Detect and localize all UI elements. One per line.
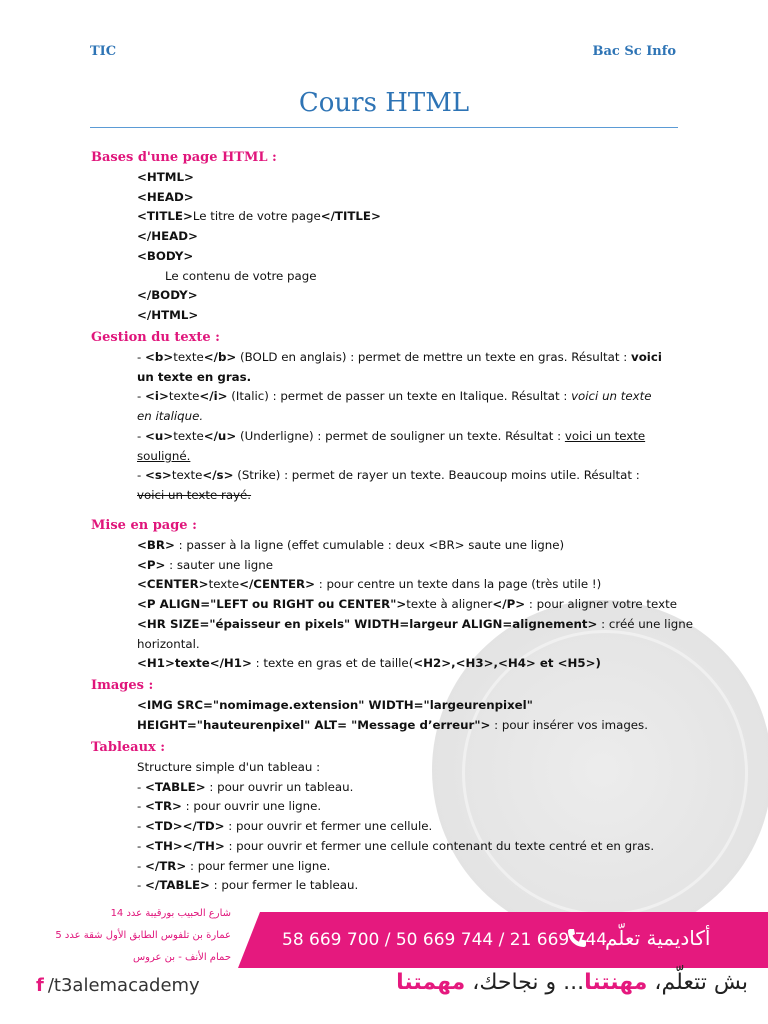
text-line [137, 877, 358, 893]
text-segment: : pour centre un texte dans la page (très utile !) [314, 577, 602, 592]
text-segment: : pour fermer le tableau. [209, 878, 359, 893]
text-segment: <s> [145, 468, 172, 483]
text-line [137, 448, 190, 464]
text-line [137, 307, 198, 323]
text-segment: </HEAD> [137, 229, 198, 244]
text-segment: texte [168, 389, 200, 404]
text-segment: </P> [492, 597, 526, 612]
text-segment: : pour fermer une ligne. [186, 858, 331, 873]
text-line [165, 268, 317, 284]
address-line-3: حمام الأنف - بن عروس [132, 952, 231, 963]
text-line [137, 349, 662, 365]
text-line [137, 169, 194, 185]
text-segment: <TH></TH> [145, 838, 225, 853]
text-segment: voici [631, 350, 662, 364]
text-segment: <CENTER> [137, 577, 209, 592]
text-segment: texte à aligner [406, 597, 493, 612]
text-segment: </i> [199, 389, 228, 404]
text-segment: <IMG SRC="nomimage.extension" WIDTH="largeurenpixel" [137, 698, 533, 712]
slogan-part-4: مهمتنا [396, 970, 466, 995]
text-segment: <HTML> [137, 170, 194, 184]
text-segment: </TR> [145, 858, 187, 873]
text-segment: - [137, 428, 146, 443]
text-segment: : pour ouvrir et fermer une cellule contenant du texte centré et en gras. [224, 838, 655, 853]
text-segment: <i> [145, 389, 169, 404]
text-segment: </TITLE> [320, 209, 381, 224]
phone-numbers: 58 669 700 / 50 669 744 / 21 669 744 [282, 930, 608, 950]
text-line [137, 838, 654, 854]
text-line [137, 759, 320, 775]
text-segment: <TABLE> [145, 779, 206, 794]
facebook-icon: f [36, 975, 44, 996]
text-line [137, 369, 251, 385]
section-heading: Mise en page : [91, 518, 197, 533]
text-segment: <P ALIGN="LEFT ou RIGHT ou CENTER"> [137, 597, 407, 612]
text-line [137, 717, 648, 733]
page-title: Cours HTML [298, 88, 470, 118]
text-line [137, 576, 601, 592]
text-segment: - [137, 350, 146, 364]
text-segment: (Strike) : permet de rayer un texte. Beaucoup moins utile. Résultat : [233, 468, 640, 483]
text-segment: HEIGHT="hauteurenpixel" ALT= "Message d’erreur"> [137, 717, 491, 732]
text-segment: - [137, 779, 146, 794]
text-segment: voici un texte [571, 389, 652, 404]
text-segment: : pour ouvrir une ligne. [181, 799, 322, 814]
text-line [137, 189, 194, 205]
text-segment: <H2>,<H3>,<H4> et <H5>) [413, 656, 601, 671]
text-segment: </BODY> [137, 288, 198, 303]
text-segment: un texte en gras. [137, 369, 252, 384]
text-segment: <HEAD> [137, 189, 194, 204]
text-line [137, 428, 645, 444]
text-line [137, 798, 321, 814]
text-segment: <BR> [137, 538, 175, 552]
text-segment: : pour insérer vos images. [490, 717, 648, 732]
text-segment: </s> [202, 468, 234, 483]
facebook-handle: /t3alemacademy [47, 975, 200, 996]
text-segment: </TABLE> [145, 878, 210, 893]
text-segment: </CENTER> [239, 577, 315, 592]
header-class: Bac Sc Info [592, 44, 676, 59]
text-segment: : créé une ligne [597, 616, 693, 631]
text-segment: : passer à la ligne (effet cumulable : deux <BR> saute une ligne) [174, 538, 565, 552]
text-segment: <BODY> [137, 248, 194, 263]
text-line [137, 858, 330, 874]
text-segment: - [137, 858, 146, 873]
title-divider [90, 127, 678, 128]
text-segment: Structure simple d'un tableau : [137, 760, 321, 774]
text-line [137, 388, 652, 404]
section-heading: Gestion du texte : [91, 330, 220, 345]
text-segment: </b> [203, 350, 237, 364]
text-line [137, 779, 353, 795]
text-segment: voici un texte [564, 428, 646, 443]
text-segment: horizontal. [137, 636, 200, 651]
text-line [137, 487, 251, 503]
text-segment: <u> [145, 428, 174, 443]
text-segment: <TR> [145, 799, 182, 814]
text-segment: : pour ouvrir un tableau. [205, 779, 354, 794]
text-segment: </HTML> [137, 307, 199, 322]
text-segment: : pour ouvrir et fermer une cellule. [224, 819, 433, 834]
text-segment: texte [208, 577, 240, 592]
text-segment: texte [173, 428, 204, 443]
text-segment: (BOLD en anglais) : permet de mettre un texte en gras. Résultat : [236, 350, 632, 364]
document-body [0, 150, 768, 900]
section-heading: Tableaux : [91, 740, 166, 755]
text-segment: <P> [137, 557, 166, 572]
text-line [137, 467, 640, 483]
text-line [137, 208, 381, 224]
header-subject: TIC [90, 44, 117, 59]
text-line [137, 408, 203, 424]
text-segment: <TITLE> [137, 209, 193, 224]
facebook-link[interactable] [36, 975, 200, 996]
slogan-part-3: ... و نجاحك، [465, 970, 585, 995]
text-line [137, 248, 193, 264]
text-line [137, 655, 601, 671]
text-line [137, 818, 432, 834]
text-segment: (Italic) : permet de passer un texte en Italique. Résultat : [227, 389, 572, 404]
text-segment: : sauter une ligne [165, 557, 273, 572]
text-line [137, 557, 273, 573]
section-heading: Bases d'une page HTML : [91, 150, 277, 165]
text-line [137, 537, 564, 553]
text-segment: Le titre de votre page [192, 209, 321, 224]
text-segment: texte [173, 350, 204, 364]
address-line-2: عمارة بن تلفوس الطابق الأول شقة عدد 5 [55, 930, 231, 941]
text-segment: <TD></TD> [145, 819, 225, 834]
text-segment: souligné. [137, 448, 191, 463]
text-segment: - [137, 878, 146, 893]
text-line [137, 697, 533, 713]
text-segment: texte [171, 468, 203, 483]
phone-icon [565, 926, 589, 950]
text-line [137, 228, 198, 244]
text-segment: <b> [145, 350, 174, 364]
text-segment: en italique. [137, 409, 204, 424]
slogan [396, 970, 748, 995]
academy-name: أكاديمية تعلّم [605, 926, 711, 950]
text-segment: <HR SIZE="épaisseur en pixels" WIDTH=largeur ALIGN=alignement> [137, 616, 598, 631]
text-segment: - [137, 389, 146, 404]
text-segment: </u> [203, 428, 237, 443]
text-segment: <H1>texte</H1> [137, 656, 252, 671]
text-line [137, 596, 677, 612]
text-segment: voici un texte rayé. [137, 487, 252, 502]
slogan-part-1: بش تتعلّم، [647, 970, 748, 995]
text-segment: - [137, 799, 146, 814]
text-segment: - [137, 468, 146, 483]
text-segment: : texte en gras et de taille( [251, 656, 414, 671]
section-heading: Images : [91, 678, 154, 693]
text-line [137, 636, 200, 652]
text-segment: (Underligne) : permet de souligner un texte. Résultat : [236, 428, 565, 443]
slogan-part-2: مهنتنا [584, 970, 648, 995]
text-segment: - [137, 819, 146, 834]
text-segment: - [137, 838, 146, 853]
text-line [137, 616, 693, 632]
text-line [137, 287, 198, 303]
text-segment: : pour aligner votre texte [525, 597, 677, 612]
address-line-1: شارع الحبيب بورقيبة عدد 14 [110, 908, 231, 919]
text-segment: Le contenu de votre page [165, 268, 317, 283]
